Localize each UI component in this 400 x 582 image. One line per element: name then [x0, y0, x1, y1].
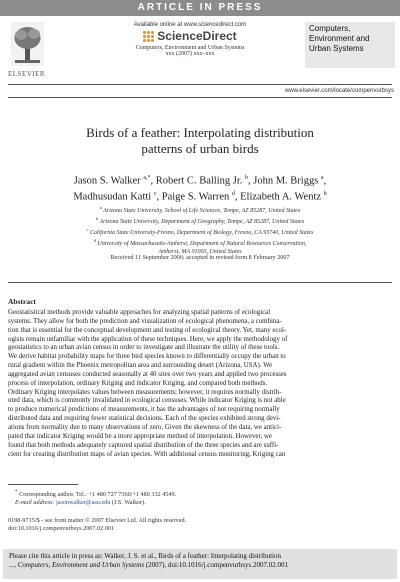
- citation-box: [3, 549, 397, 579]
- abstract-line: systems. They allow for both the prediction and visualization of ecological phenomena, a combina-: [8, 317, 282, 325]
- affiliation: [20, 215, 380, 226]
- abstract-line: Ordinary Kriging interpolates values between measurements; however, it requires normally distrib-: [8, 388, 282, 396]
- affiliation-text: Arizona State University, Department of Geography, Tempe, AZ 85287, United States: [99, 219, 305, 225]
- abstract-line: to produce numerical predictions of measurements, it has the advantages of not requiring normally: [8, 406, 280, 414]
- email-link[interactable]: jasonwalker@asu.edu: [56, 499, 111, 507]
- author-name: Madhusudan Katti: [73, 191, 152, 202]
- abstract-line: rural gradient within the Phoenix metropolitan area and surrounding desert (Arizona, USA). We: [8, 362, 273, 370]
- sciencedirect-logo: ScienceDirect: [157, 29, 237, 43]
- abstract-line: found that both methods adequately captured spatial distribution of the three species and are suffi-: [8, 441, 279, 449]
- affiliation-text: Amherst, MA 01003, United States: [158, 249, 242, 255]
- author-name: John M. Briggs: [253, 175, 319, 187]
- abstract-line: ogists remain unfamiliar with the application of these techniques. Here, we apply the methodology of: [8, 335, 288, 343]
- author-list: [20, 172, 380, 203]
- journal-box-line: Urban Systems: [309, 44, 364, 53]
- received-dates: Received 11 September 2006; accepted in revised form 8 February 2007: [110, 254, 290, 261]
- author-affil-mark: b: [244, 175, 248, 181]
- journal-header: [0, 19, 400, 81]
- author-affil-mark: a: [320, 175, 324, 181]
- author-line: Madhusudan Katti $^c$, Paige S. Warren $^d$, Elizabeth A. Wentz $^b$: [73, 190, 327, 202]
- citation-line: Please cite this article in press as: Walker, J. S. et al., Birds of a feather: Interpolating distribution: [9, 552, 281, 560]
- abstract-line: distributed data and requiring fewer statistical decisions. Each of the species exhibited strong devi-: [8, 415, 281, 423]
- author-name: Paige S. Warren: [161, 191, 230, 202]
- publisher-name: ELSEVIER: [8, 70, 46, 78]
- email-suffix: (J.S. Walker).: [111, 499, 146, 507]
- abstract-line: ations from normality due to many observations of zero. Given the skewness of the data, we antici-: [8, 423, 282, 431]
- journal-box-line: Computers,: [309, 24, 351, 33]
- footnote-mark: *: [15, 489, 18, 495]
- sciencedirect-block: [96, 22, 284, 57]
- available-online-text: Available online at www.sciencedirect.com: [133, 22, 247, 28]
- abstract-heading: Abstract: [8, 297, 36, 306]
- corresponding-author-text: Corresponding author. Tel.: +1 480 727 7360/+1 480 332 4549.: [19, 491, 177, 499]
- author-affil-mark: b: [323, 190, 327, 197]
- affiliation: [20, 204, 380, 215]
- citation-line: [9, 561, 391, 570]
- journal-name-small: Computers, Environment and Urban Systems: [135, 45, 245, 51]
- footnote-rule: [8, 484, 78, 485]
- abstract-line: geostatistics to an urban avian census in order to investigate and illustrate the utility of these tools.: [8, 344, 280, 352]
- footnote: [15, 488, 385, 507]
- affiliation-text: Arizona State University, School of Life Sciences, Tempe, AZ 85287, United States: [103, 208, 301, 214]
- abstract-line: tion that is essential for the conceptual development and testing of ecological theory. Yet, many ecol-: [8, 326, 287, 334]
- journal-url[interactable]: www.elsevier.com/locate/compenvurbsys: [284, 88, 394, 94]
- citation-doi[interactable]: (2007), doi:10.1016/j.compenvurbsys.2007.02.001: [145, 561, 288, 569]
- doi-line[interactable]: doi:10.1016/j.compenvurbsys.2007.02.001: [8, 525, 115, 532]
- author-line: Jason S. Walker $^{a,*}$, Robert C. Balling Jr. $^b$, John M. Briggs $^a$,: [73, 175, 327, 187]
- abstract-rule: [8, 282, 392, 283]
- issn-line: 0198-9715/$ - see front matter © 2007 Elsevier Ltd. All rights reserved.: [8, 517, 187, 524]
- email-line: [15, 499, 385, 507]
- abstract-line: We derive habitat probability maps for three bird species known to differentially occupy the urban to: [8, 353, 286, 361]
- author-affil-mark: a,*: [143, 175, 151, 181]
- author-name: Elizabeth A. Wentz: [240, 191, 322, 202]
- affiliation-mark: b: [95, 216, 99, 221]
- abstract-body: [8, 309, 392, 459]
- author-name: Robert C. Balling Jr.: [155, 175, 243, 187]
- title-line: patterns of urban birds: [141, 141, 259, 156]
- abstract-line: process of interpolation, ordinary Kriging and indicator Kriging, and compared both methods.: [8, 379, 268, 387]
- volume-line: xxx (2007) xxx–xxx: [165, 51, 215, 57]
- abstract-line: uted data, which is commonly invalidated in ecological censuses. While indicator Kriging is not able: [8, 397, 286, 405]
- title-line: Birds of a feather: Interpolating distribution: [86, 125, 314, 140]
- email-label: E-mail address:: [15, 499, 55, 507]
- citation-journal: Computers, Environment and Urban Systems: [17, 561, 145, 569]
- affiliation: [20, 237, 380, 248]
- corresponding-author-note: [15, 488, 385, 499]
- author-affil-mark: c: [153, 190, 157, 197]
- abstract-line: pated that indicator Kriging would be a more appropriate method of interpolation. However, we: [8, 432, 272, 440]
- abstract-line: cient for creating distribution maps of avian species. With additional census monitoring, Kriging can: [8, 450, 286, 458]
- affiliation-mark: c: [86, 227, 89, 232]
- header-rule: [8, 84, 392, 85]
- affiliation-mark: a: [99, 205, 102, 210]
- header-rule-lower: [8, 97, 392, 98]
- affiliation-text: University of Massachusetts-Amherst, Department of Natural Resources Conservation,: [97, 241, 307, 247]
- copyright-block: [8, 517, 186, 533]
- affiliation-text: California State University-Fresno, Department of Biology, Fresno, CA 93740, United States: [90, 230, 314, 236]
- affiliation-list: [20, 204, 380, 256]
- journal-box-line: Environment and: [309, 34, 370, 43]
- elsevier-tree-logo: [11, 22, 44, 66]
- author-name: Jason S. Walker: [73, 175, 141, 187]
- citation-prefix: ...,: [9, 561, 16, 569]
- abstract-line: aggregated avian censuses conducted seasonally at 40 sites over two years and applied two processes: [8, 370, 287, 378]
- affiliation-mark: d: [93, 238, 96, 243]
- journal-title-box: [305, 22, 395, 68]
- article-title: [30, 125, 370, 157]
- sciencedirect-dots-icon: [143, 31, 154, 42]
- abstract-line: Geostatistical methods provide valuable approaches for analyzing spatial patterns of ecological: [8, 309, 271, 316]
- article-in-press-banner: ARTICLE IN PRESS: [0, 0, 400, 16]
- affiliation: [20, 226, 380, 237]
- author-affil-mark: d: [231, 190, 235, 197]
